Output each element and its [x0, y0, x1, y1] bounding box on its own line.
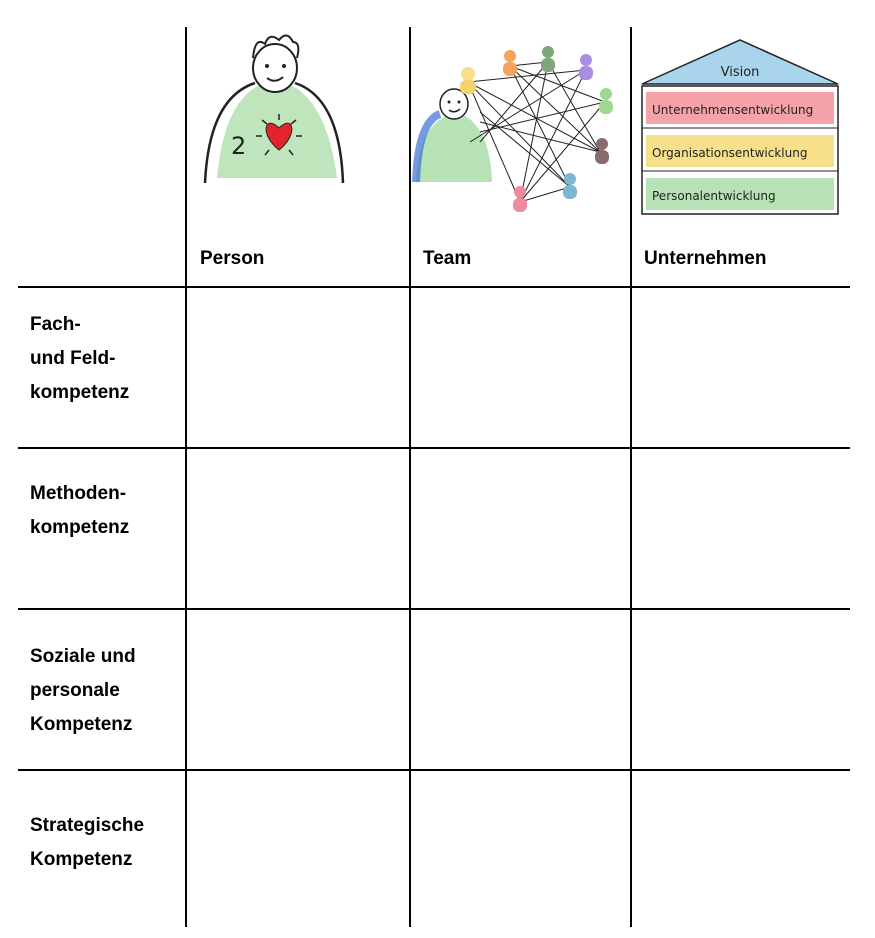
- person-number: 2: [231, 132, 247, 160]
- cell-fach-unternehmen[interactable]: [632, 288, 850, 447]
- cell-sozial-person[interactable]: [187, 610, 409, 769]
- cell-methoden-unternehmen[interactable]: [632, 449, 850, 608]
- house-roof-label: Vision: [720, 65, 760, 80]
- house-floor-2: Organisationsentwicklung: [652, 146, 808, 160]
- cell-fach-team[interactable]: [411, 288, 630, 447]
- row-header-methodenkompetenz: Methoden- kompetenz: [30, 483, 130, 538]
- person-heart-icon: [195, 28, 355, 208]
- cell-strategisch-person[interactable]: [187, 771, 409, 927]
- column-header-unternehmen: Unternehmen: [644, 248, 767, 269]
- cell-strategisch-unternehmen[interactable]: [632, 771, 850, 927]
- cell-sozial-unternehmen[interactable]: [632, 610, 850, 769]
- cell-sozial-team[interactable]: [411, 610, 630, 769]
- company-house-icon: [638, 36, 848, 218]
- cell-methoden-team[interactable]: [411, 449, 630, 608]
- cell-strategisch-team[interactable]: [411, 771, 630, 927]
- row-header-strategische-kompetenz: Strategische Kompetenz: [30, 815, 145, 870]
- house-floor-3: Personalentwicklung: [652, 189, 776, 203]
- cell-fach-person[interactable]: [187, 288, 409, 447]
- team-network-icon: [410, 42, 628, 222]
- house-floor-1: Unternehmensentwicklung: [652, 103, 814, 117]
- column-header-team: Team: [423, 248, 472, 269]
- row-header-fachkompetenz: Fach- und Feld- kompetenz: [30, 314, 130, 403]
- row-header-soziale-kompetenz: Soziale und personale Kompetenz: [30, 646, 136, 735]
- cell-methoden-person[interactable]: [187, 449, 409, 608]
- column-header-person: Person: [200, 248, 265, 269]
